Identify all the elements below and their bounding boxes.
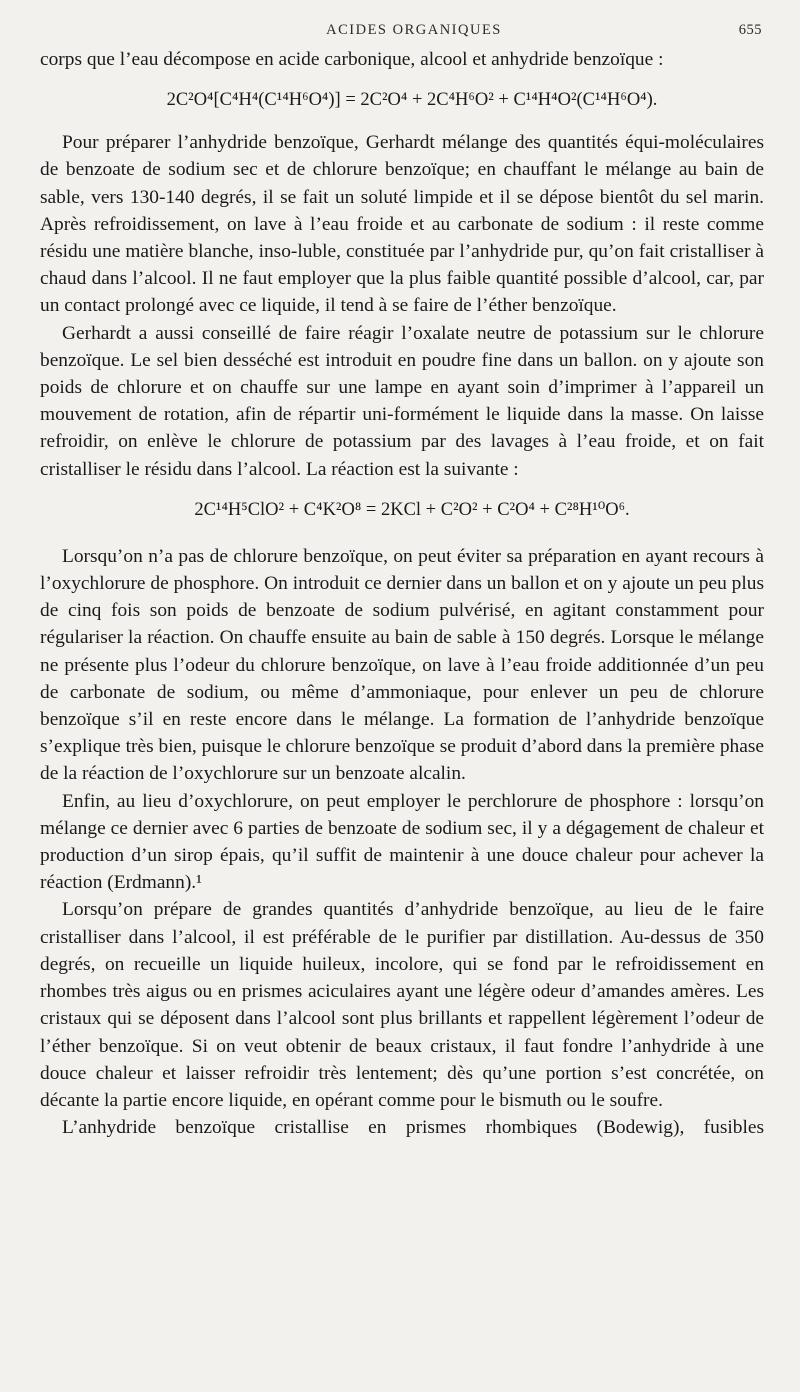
running-head	[40, 22, 764, 46]
paragraph-oxychloride-method: Lorsqu’on n’a pas de chlorure benzoïque, on peut éviter sa préparation en ayant recours à l’oxychlorure de phosphore. On introduit ce dernier dans un ballon et on y ajoute un peu plus de cinq fois son poids de benzoate de sodium pulvérisé, en agitant constamment pour régulariser la réaction. On chauffe ensuite au bain de sable à 150 degrés. Lorsque le mélange ne présente plus l’odeur du chlorure benzoïque, on lave à l’eau froide additionnée d’un peu de carbonate de sodium, ou même d’ammoniaque, pour enlever un peu de chlorure benzoïque s’il en reste encore dans le mélange. La formation de l’anhydride benzoïque s’explique très bien, puisque le chlorure benzoïque se produit d’abord dans la première phase de la réaction de l’oxychlorure sur un benzoate alcalin.	[40, 545, 764, 785]
body-text	[40, 46, 764, 1141]
paragraph-crystallization: L’anhydride benzoïque cristallise en prismes rhombiques (Bodewig), fusibles	[62, 1117, 764, 1139]
formula-decomposition: 2C²O⁴[C⁴H⁴(C¹⁴H⁶O⁴)] = 2C²O⁴ + 2C⁴H⁶O² + C¹⁴H⁴O²(C¹⁴H⁶O⁴).	[166, 90, 658, 111]
intro-line: corps que l’eau décompose en acide carbonique, alcool et anhydride benzoïque :	[40, 49, 664, 70]
paragraph-distillation: Lorsqu’on prépare de grandes quantités d’anhydride benzoïque, au lieu de le faire cristalliser dans l’alcool, il est préférable de le purifier par distillation. Au-dessus de 350 degrés, on recueille un liquide huileux, incolore, qui se fond par le refroidissement en rhombes très aigus ou en prismes aciculaires ayant une légère odeur d’amandes amères. Les cristaux qui se déposent dans l’alcool sont plus brillants et rappellent légèrement l’odeur de l’éther benzoïque. Si on veut obtenir de beaux cristaux, il faut fondre l’anhydride à une douce chaleur et laisser refroidir très lentement; dès qu’une portion s’est concrétée, on décante la partie encore liquide, en opérant comme pour le bismuth ou le soufre.	[40, 899, 764, 1111]
paragraph-perchloride-method: Enfin, au lieu d’oxychlorure, on peut employer le perchlorure de phosphore : lorsqu’on mélange ce dernier avec 6 parties de benzoate de sodium sec, il y a dégagement de chaleur et production d’un sirop épais, qu’il suffit de maintenir à une douce chaleur pour achever la réaction (Erdmann).¹	[40, 790, 764, 894]
page-number: 655	[738, 22, 762, 38]
running-title: ACIDES ORGANIQUES	[326, 22, 502, 38]
paragraph-oxalate-method: Gerhardt a aussi conseillé de faire réagir l’oxalate neutre de potassium sur le chlorure benzoïque. Le sel bien desséché est introduit en poudre fine dans un ballon. on y ajoute son poids de chlorure et on chauffe sur une lampe en ayant soin d’imprimer à l’appareil un mouvement de rotation, afin de répartir uni-formément le liquide dans la masse. On laisse refroidir, on enlève le chlorure de potassium par des lavages à l’eau froide, et on fait cristalliser le résidu dans l’alcool. La réaction est la suivante :	[40, 322, 764, 480]
formula-oxalate-reaction: 2C¹⁴H⁵ClO² + C⁴K²O⁸ = 2KCl + C²O² + C²O⁴ + C²⁸H¹⁰O⁶.	[194, 499, 630, 520]
paragraph-gerhardt-preparation: Pour préparer l’anhydride benzoïque, Gerhardt mélange des quantités équi-moléculaires de benzoate de sodium sec et de chlorure benzoïque; en chauffant le mélange au bain de sable, vers 130-140 degrés, il se fait un soluté limpide et il se dépose bientôt du sel marin. Après refroidissement, on lave à l’eau froide et au carbonate de sodium : il reste comme résidu une matière blanche, inso-luble, constituée par l’anhydride pur, qu’on fait cristalliser à chaud dans l’alcool. Il ne faut employer que la plus faible quantité possible d’alcool, car, par un contact prolongé avec ce liquide, il tend à se faire de l’éther benzoïque.	[40, 132, 764, 317]
